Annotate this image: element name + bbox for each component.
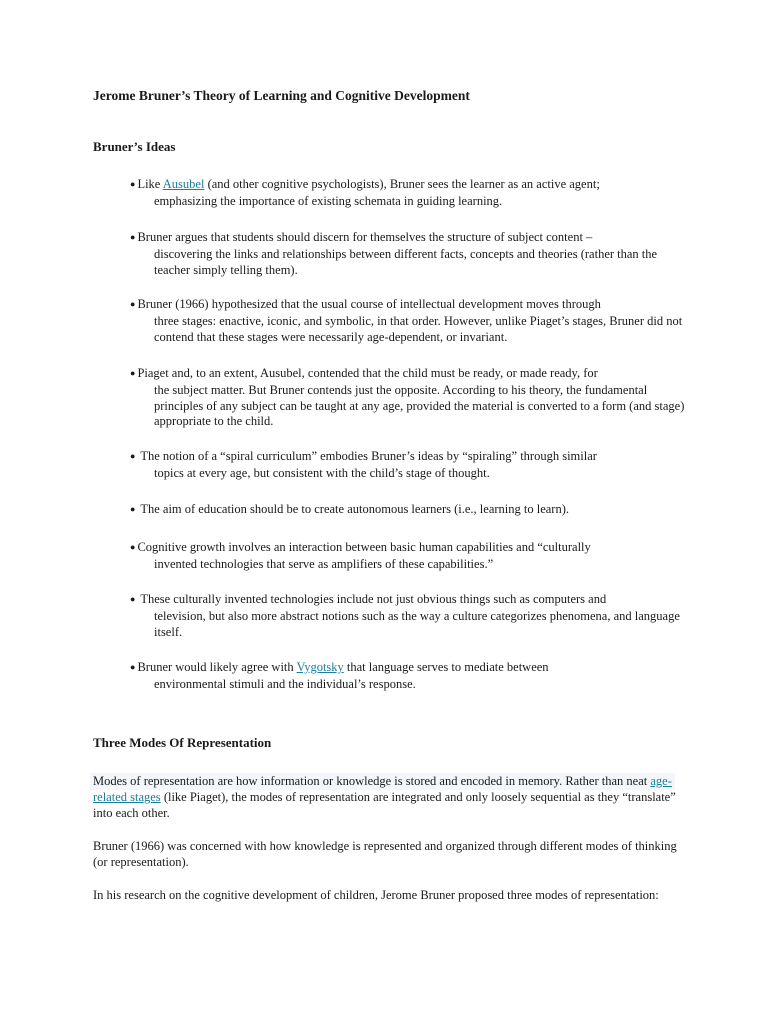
age-related-stages-link[interactable]: age-related stages: [93, 774, 672, 804]
section-heading-ideas: Bruner’s Ideas: [93, 139, 176, 154]
bullet-item: ● Bruner argues that students should discern for themselves the structure of subject content – discovering the links and relationships between different facts, concepts and theories (rather than the teacher simply telling them).: [130, 230, 658, 277]
bullet-item: ● Bruner (1966) hypothesized that the usual course of intellectual development moves through three stages: enactive, iconic, and symbolic, in that order. However, unlike Piaget’s stages, Bruner did not contend that these stages were necessarily age-dependent, or invariant.: [130, 297, 683, 344]
bullet-dot-icon: ●: [130, 662, 136, 672]
bullet-item: ● Piaget and, to an extent, Ausubel, contended that the child must be ready, or made ready, for the subject matter. But Bruner contends just the opposite. According to his theory, the fundamental principles of any subject can be taught at any age, provided the material is converted to a form (and stage) appropriate to the child.: [130, 366, 685, 429]
document-title: Jerome Bruner’s Theory of Learning and Cognitive Development: [93, 88, 470, 103]
paragraph-modes-definition: Modes of representation are how information or knowledge is stored and encoded in memory. Rather than neat age-related stages (like Piaget), the modes of representation are integrated and only loosely sequential as they “translate” into each other.: [93, 774, 676, 820]
vygotsky-link[interactable]: Vygotsky: [296, 660, 344, 674]
bullet-dot-icon: ●: [130, 594, 136, 604]
bullet-item: ● These culturally invented technologies include not just obvious things such as computers and television, but also more abstract notions such as the way a culture categorizes phenomena, and language itself.: [130, 592, 680, 639]
bullet-item: ● Cognitive growth involves an interaction between basic human capabilities and “culturally invented technologies that serve as amplifiers of these capabilities.”: [130, 540, 591, 571]
bullet-dot-icon: ●: [130, 542, 136, 552]
bullet-item: ● The aim of education should be to create autonomous learners (i.e., learning to learn).: [130, 502, 569, 516]
paragraph-bruner-1966: Bruner (1966) was concerned with how knowledge is represented and organized through different modes of thinking (or representation).: [93, 839, 677, 869]
bullet-item: ● Like Ausubel (and other cognitive psychologists), Bruner sees the learner as an active agent; emphasizing the importance of existing schemata in guiding learning.: [130, 177, 600, 208]
paragraph-three-modes: In his research on the cognitive development of children, Jerome Bruner proposed three modes of representation:: [93, 888, 659, 902]
bullet-dot-icon: ●: [130, 232, 136, 242]
bullet-dot-icon: ●: [130, 299, 136, 309]
bullet-item: ● Bruner would likely agree with Vygotsky that language serves to mediate between environmental stimuli and the individual’s response.: [130, 660, 549, 691]
bullet-dot-icon: ●: [130, 368, 136, 378]
bullet-dot-icon: ●: [130, 504, 136, 514]
ausubel-link[interactable]: Ausubel: [162, 177, 205, 191]
bullet-dot-icon: ●: [130, 451, 136, 461]
section-heading-modes: Three Modes Of Representation: [93, 735, 272, 750]
bullet-dot-icon: ●: [130, 179, 136, 189]
bullet-item: ● The notion of a “spiral curriculum” embodies Bruner’s ideas by “spiraling” through similar topics at every age, but consistent with the child’s stage of thought.: [130, 449, 597, 480]
